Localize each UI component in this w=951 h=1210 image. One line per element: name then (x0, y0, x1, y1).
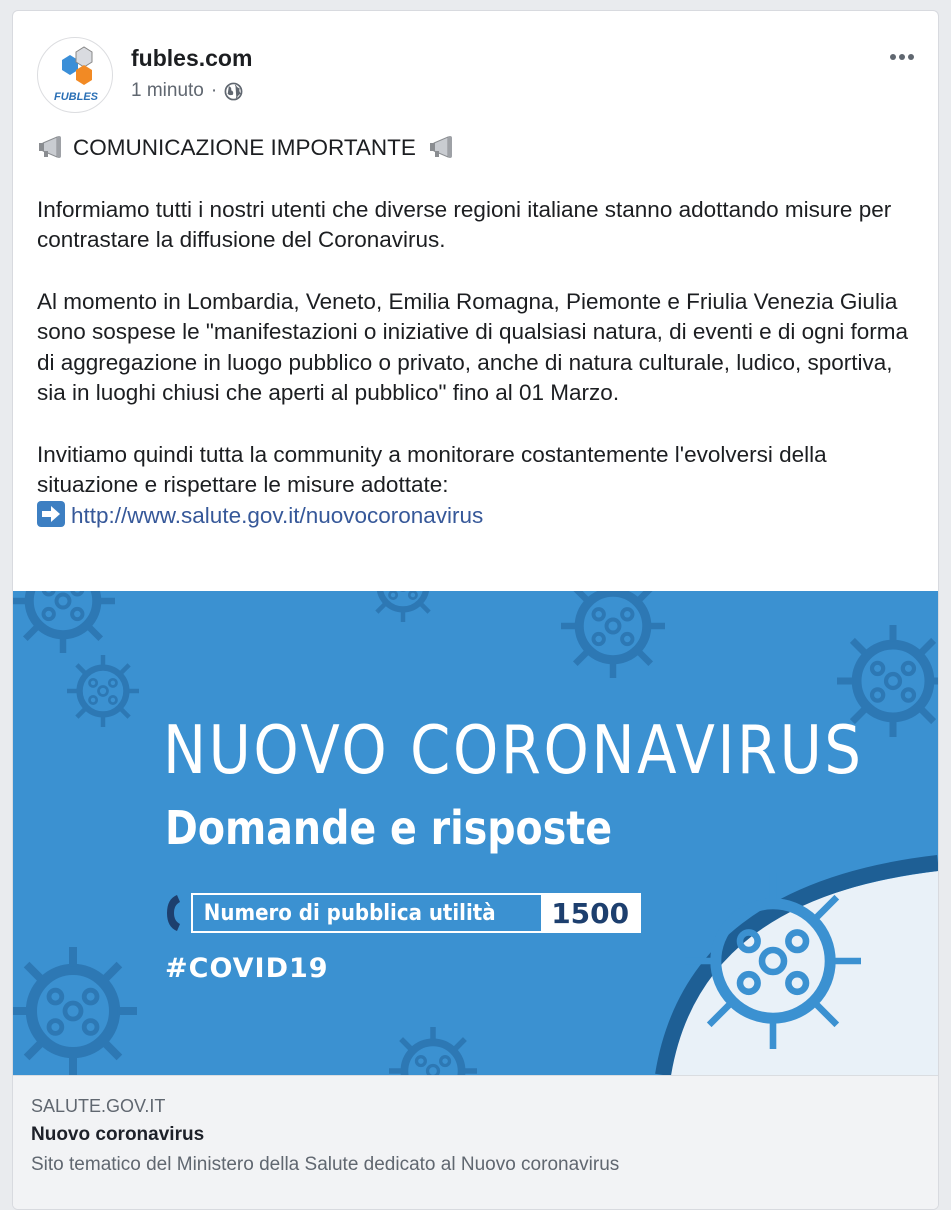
right-arrow-icon (37, 501, 65, 527)
meta-separator: · (210, 80, 218, 101)
megaphone-icon (428, 135, 458, 159)
paragraph-invite: Invitiamo quindi tutta la community a monitorare costantemente l'evolversi della situazione e rispettare le misure adottate: (37, 441, 827, 497)
post-heading (37, 133, 927, 164)
banner-hashtag: #COVID19 (165, 953, 329, 984)
banner-title: NUOVO CORONAVIRUS (163, 711, 864, 789)
globe-icon[interactable] (224, 82, 243, 101)
phone-info-box (191, 893, 641, 933)
post-meta (131, 80, 243, 102)
more-options-icon (889, 53, 915, 61)
preview-description: Sito tematico del Ministero della Salute dedicato al Nuovo coronavirus (31, 1154, 620, 1175)
external-link[interactable]: http://www.salute.gov.it/nuovocoronavirus (71, 502, 484, 528)
preview-domain: SALUTE.GOV.IT (31, 1096, 166, 1116)
page-name-link[interactable]: fubles.com (131, 45, 253, 71)
preview-title[interactable]: Nuovo coronavirus (31, 1124, 205, 1145)
phone-label: Numero di pubblica utilità (203, 900, 496, 926)
link-line (37, 501, 927, 532)
link-preview-image[interactable] (13, 591, 938, 1075)
avatar[interactable] (37, 37, 113, 113)
fubles-logo-icon (38, 38, 113, 113)
megaphone-icon (37, 135, 67, 159)
paragraph-regions: Al momento in Lombardia, Veneto, Emilia Romagna, Piemonte e Friulia Venezia Giulia sono sospese le "manifestazioni o iniziative di qualsiasi natura, di eventi e di ogni forma di aggregazione in luogo pubblico o privato, anche di natura culturale, ludico, sportiva, sia in luoghi chiusi che aperti al pubblico" fino al 01 Marzo. (37, 288, 908, 405)
link-preview-caption[interactable] (13, 1075, 938, 1210)
more-options-button[interactable] (882, 45, 922, 69)
post-message (37, 133, 927, 531)
post-timestamp[interactable]: 1 minuto (131, 80, 204, 101)
svg-text:FUBLES: FUBLES (54, 91, 98, 103)
post-header (13, 11, 938, 131)
paragraph-intro: Informiamo tutti i nostri utenti che diverse regioni italiane stanno adottando misure per contrastare la diffusione del Coronavirus. (37, 196, 892, 252)
heading-text: COMUNICAZIONE IMPORTANTE (73, 135, 416, 160)
phone-number: 1500 (541, 895, 639, 931)
banner-subtitle: Domande e risposte (165, 801, 613, 855)
post-card (12, 10, 939, 1210)
phone-icon (163, 893, 183, 933)
